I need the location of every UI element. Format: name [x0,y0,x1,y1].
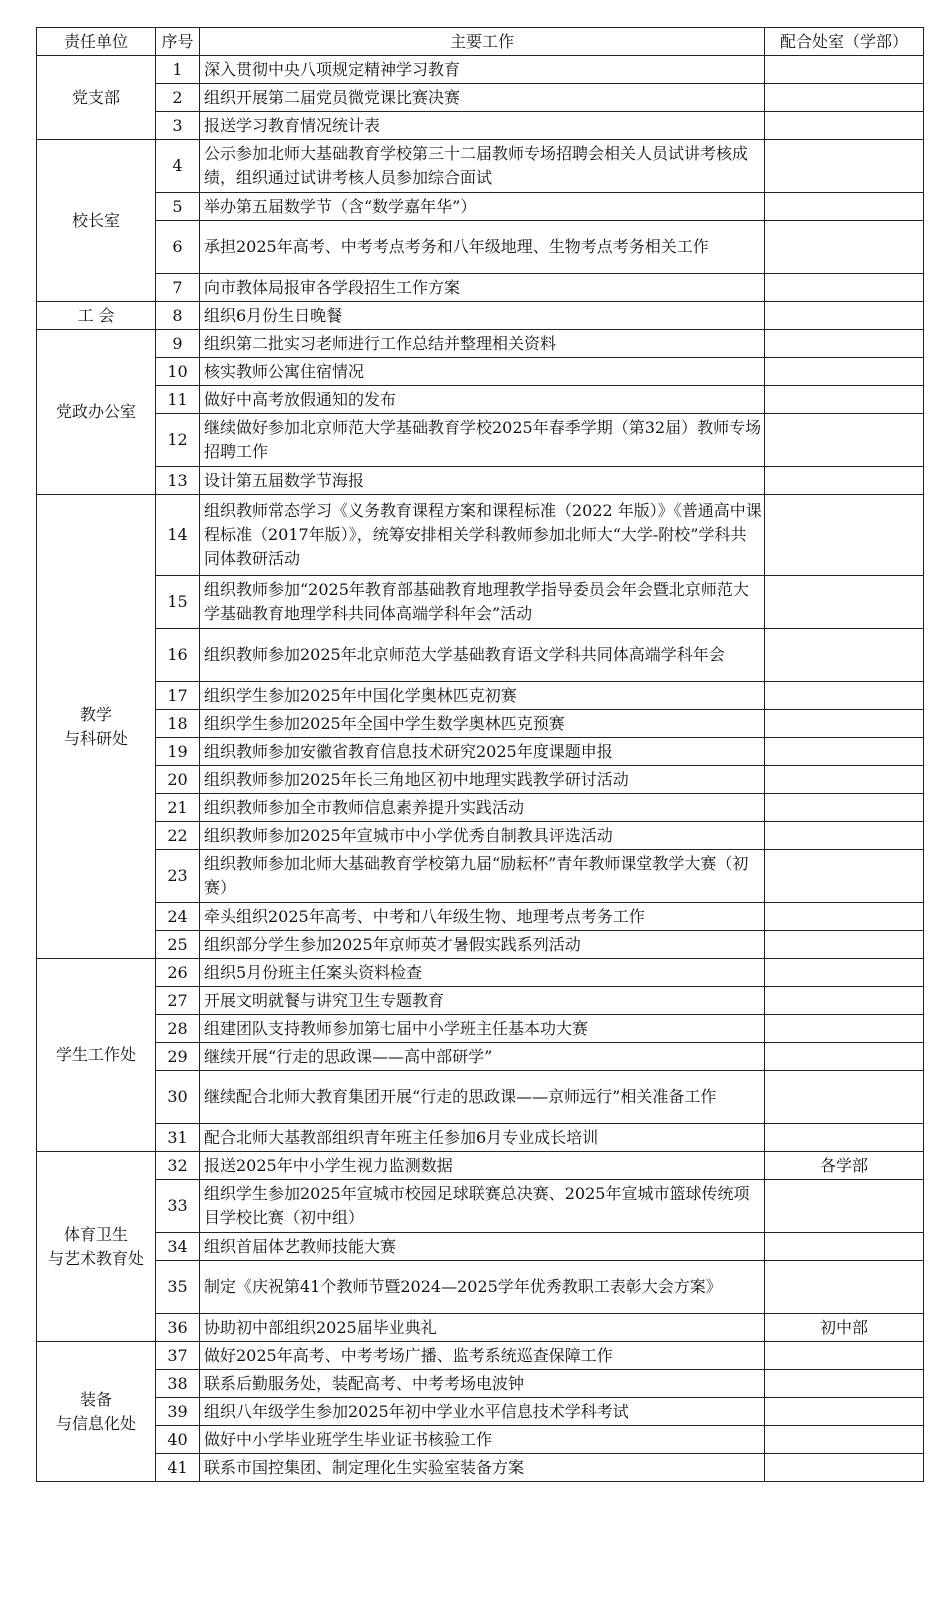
table-row [37,358,924,386]
responsible-unit-name: 学生工作处 [55,1045,136,1064]
main-work-cell: 公示参加北师大基础教育学校第三十二届教师专场招聘会相关人员试讲考核成绩，组织通过试讲考核人员参加综合面试 [200,140,765,193]
cooperating-office-cell [765,1261,924,1314]
cooperating-office-cell [765,1180,924,1233]
cooperating-office-cell [765,1426,924,1454]
cooperating-office-cell [765,414,924,467]
cooperating-office-cell [765,987,924,1015]
main-work-cell: 联系后勤服务处，装配高考、中考考场电波钟 [200,1370,765,1398]
main-work-cell: 联系市国控集团、制定理化生实验室装备方案 [200,1454,765,1482]
cooperating-office-cell [765,1043,924,1071]
table-row [37,1071,924,1124]
table-row [37,1261,924,1314]
table-row [37,629,924,682]
sequence-number-cell: 24 [156,903,200,931]
main-work-cell: 开展文明就餐与讲究卫生专题教育 [200,987,765,1015]
cooperating-office-cell [765,738,924,766]
table-row [37,931,924,959]
responsible-unit-name: 与艺术教育处 [47,1248,144,1268]
main-work-cell: 继续配合北师大教育集团开展“行走的思政课——京师远行”相关准备工作 [200,1071,765,1124]
responsible-unit-cell [37,1152,156,1342]
sequence-number-cell: 29 [156,1043,200,1071]
table-row [37,766,924,794]
cooperating-office-cell [765,358,924,386]
main-work-cell: 报送学习教育情况统计表 [200,112,765,140]
sequence-number-cell: 7 [156,274,200,302]
main-work-cell: 组织教师参加2025年宣城市中小学优秀自制教具评选活动 [200,822,765,850]
main-work-cell: 做好中小学毕业班学生毕业证书核验工作 [200,1426,765,1454]
cooperating-office-cell [765,221,924,274]
sequence-number-cell: 41 [156,1454,200,1482]
cooperating-office-cell [765,629,924,682]
sequence-number-cell: 32 [156,1152,200,1180]
table-row [37,1342,924,1370]
main-work-cell: 牵头组织2025年高考、中考和八年级生物、地理考点考务工作 [200,903,765,931]
cooperating-office-cell [765,302,924,330]
main-work-cell: 组织教师常态学习《义务教育课程方案和课程标准（2022 年版）》《普通高中课程标准（2017年版）》，统筹安排相关学科教师参加北师大“大学-附校”学科共同体教研活动 [200,495,765,576]
cooperating-office-cell [765,386,924,414]
cooperating-office-cell [765,1454,924,1482]
responsible-unit-name: 党支部 [71,87,120,107]
table-row [37,112,924,140]
sequence-number-cell: 16 [156,629,200,682]
sequence-number-cell: 26 [156,959,200,987]
cooperating-office-cell [765,56,924,84]
cooperating-office-cell [765,1233,924,1261]
cooperating-office-cell [765,710,924,738]
main-work-cell: 设计第五届数学节海报 [200,467,765,495]
cooperating-office-cell [765,274,924,302]
main-work-cell: 组建团队支持教师参加第七届中小学班主任基本功大赛 [200,1015,765,1043]
table-row [37,330,924,358]
sequence-number-cell: 11 [156,386,200,414]
responsible-unit-name: 与信息化处 [55,1413,136,1433]
table-row [37,576,924,629]
sequence-number-cell: 15 [156,576,200,629]
cooperating-office-cell: 初中部 [765,1314,924,1342]
sequence-number-cell: 20 [156,766,200,794]
cooperating-office-cell [765,576,924,629]
sequence-number-cell: 6 [156,221,200,274]
main-work-cell: 组织首届体艺教师技能大赛 [200,1233,765,1261]
main-work-cell: 组织部分学生参加2025年京师英才暑假实践系列活动 [200,931,765,959]
cooperating-office-cell [765,1398,924,1426]
table-row [37,1314,924,1342]
cooperating-office-cell [765,794,924,822]
main-work-cell: 组织教师参加2025年长三角地区初中地理实践教学研讨活动 [200,766,765,794]
table-row [37,850,924,903]
sequence-number-cell: 14 [156,495,200,576]
sequence-number-cell: 33 [156,1180,200,1233]
main-work-cell: 组织教师参加安徽省教育信息技术研究2025年度课题申报 [200,738,765,766]
table-row [37,794,924,822]
main-work-cell: 核实教师公寓住宿情况 [200,358,765,386]
cooperating-office-cell [765,850,924,903]
table-row [37,738,924,766]
sequence-number-cell: 25 [156,931,200,959]
sequence-number-cell: 27 [156,987,200,1015]
table-row [37,84,924,112]
main-work-cell: 报送2025年中小学生视力监测数据 [200,1152,765,1180]
main-work-cell: 组织八年级学生参加2025年初中学业水平信息技术学科考试 [200,1398,765,1426]
cooperating-office-cell: 各学部 [765,1152,924,1180]
work-plan-table [36,27,924,1482]
main-work-cell: 继续开展“行走的思政课——高中部研学” [200,1043,765,1071]
sequence-number-cell: 10 [156,358,200,386]
table-row [37,467,924,495]
main-work-cell: 组织6月份生日晚餐 [200,302,765,330]
responsible-unit-cell [37,140,156,302]
responsible-unit-name: 党政办公室 [55,402,136,421]
cooperating-office-cell [765,1370,924,1398]
responsible-unit-name: 教学 [79,704,112,724]
sequence-number-cell: 1 [156,56,200,84]
cooperating-office-cell [765,766,924,794]
responsible-unit-cell [37,302,156,330]
main-work-cell: 组织教师参加“2025年教育部基础教育地理教学指导委员会年会暨北京师范大学基础教育地理学科共同体高端学科年会”活动 [200,576,765,629]
table-row [37,822,924,850]
cooperating-office-cell [765,84,924,112]
table-row [37,903,924,931]
table-row [37,1370,924,1398]
table-row [37,1180,924,1233]
table-row [37,495,924,576]
table-row [37,1015,924,1043]
header-row [37,28,924,56]
cooperating-office-cell [765,822,924,850]
table-row [37,140,924,193]
sequence-number-cell: 4 [156,140,200,193]
sequence-number-cell: 37 [156,1342,200,1370]
table-row [37,1152,924,1180]
header-task: 主要工作 [200,28,765,56]
main-work-cell: 向市教体局报审各学段招生工作方案 [200,274,765,302]
main-work-cell: 继续做好参加北京师范大学基础教育学校2025年春季学期（第32届）教师专场招聘工作 [200,414,765,467]
main-work-cell: 制定《庆祝第41个教师节暨2024—2025学年优秀教职工表彰大会方案》 [200,1261,765,1314]
table-row [37,221,924,274]
header-coop: 配合处室（学部） [765,28,924,56]
sequence-number-cell: 30 [156,1071,200,1124]
table-row [37,682,924,710]
main-work-cell: 组织学生参加2025年全国中学生数学奥林匹克预赛 [200,710,765,738]
cooperating-office-cell [765,1015,924,1043]
sequence-number-cell: 17 [156,682,200,710]
sequence-number-cell: 22 [156,822,200,850]
cooperating-office-cell [765,330,924,358]
responsible-unit-cell [37,56,156,140]
main-work-cell: 组织教师参加全市教师信息素养提升实践活动 [200,794,765,822]
responsible-unit-name: 体育卫生 [63,1224,128,1244]
responsible-unit-name: 与科研处 [63,728,128,748]
main-work-cell: 协助初中部组织2025届毕业典礼 [200,1314,765,1342]
cooperating-office-cell [765,931,924,959]
main-work-cell: 做好中高考放假通知的发布 [200,386,765,414]
sequence-number-cell: 40 [156,1426,200,1454]
table-row [37,1124,924,1152]
header-seq: 序号 [156,28,200,56]
main-work-cell: 举办第五届数学节（含“数学嘉年华”） [200,193,765,221]
main-work-cell: 组织5月份班主任案头资料检查 [200,959,765,987]
responsible-unit-cell [37,330,156,495]
responsible-unit-name: 工 会 [77,305,115,325]
table-row [37,193,924,221]
table-row [37,1398,924,1426]
cooperating-office-cell [765,467,924,495]
responsible-unit-name: 校长室 [71,210,120,230]
table-row [37,1043,924,1071]
cooperating-office-cell [765,1342,924,1370]
sequence-number-cell: 28 [156,1015,200,1043]
sequence-number-cell: 12 [156,414,200,467]
table-row [37,987,924,1015]
cooperating-office-cell [765,959,924,987]
table-row [37,1233,924,1261]
sequence-number-cell: 35 [156,1261,200,1314]
sequence-number-cell: 39 [156,1398,200,1426]
main-work-cell: 组织学生参加2025年中国化学奥林匹克初赛 [200,682,765,710]
table-row [37,1426,924,1454]
responsible-unit-cell [37,1342,156,1482]
main-work-cell: 组织教师参加2025年北京师范大学基础教育语文学科共同体高端学科年会 [200,629,765,682]
table-row [37,959,924,987]
cooperating-office-cell [765,112,924,140]
sequence-number-cell: 38 [156,1370,200,1398]
responsible-unit-cell [37,495,156,959]
main-work-cell: 做好2025年高考、中考考场广播、监考系统巡查保障工作 [200,1342,765,1370]
cooperating-office-cell [765,193,924,221]
cooperating-office-cell [765,140,924,193]
responsible-unit-cell [37,959,156,1152]
sequence-number-cell: 34 [156,1233,200,1261]
sequence-number-cell: 36 [156,1314,200,1342]
sequence-number-cell: 19 [156,738,200,766]
main-work-cell: 组织教师参加北师大基础教育学校第九届“励耘杯”青年教师课堂教学大赛（初赛） [200,850,765,903]
table-body [37,56,924,1482]
cooperating-office-cell [765,1124,924,1152]
sequence-number-cell: 2 [156,84,200,112]
sequence-number-cell: 18 [156,710,200,738]
main-work-cell: 组织学生参加2025年宣城市校园足球联赛总决赛、2025年宣城市篮球传统项目学校比赛（初中组） [200,1180,765,1233]
cooperating-office-cell [765,682,924,710]
main-work-cell: 深入贯彻中央八项规定精神学习教育 [200,56,765,84]
sequence-number-cell: 23 [156,850,200,903]
table-row [37,274,924,302]
table-row [37,56,924,84]
sequence-number-cell: 3 [156,112,200,140]
table-row [37,302,924,330]
sequence-number-cell: 9 [156,330,200,358]
responsible-unit-name: 装备 [79,1389,112,1409]
cooperating-office-cell [765,903,924,931]
sequence-number-cell: 5 [156,193,200,221]
sequence-number-cell: 8 [156,302,200,330]
table-row [37,386,924,414]
table-row [37,1454,924,1482]
main-work-cell: 配合北师大基教部组织青年班主任参加6月专业成长培训 [200,1124,765,1152]
cooperating-office-cell [765,495,924,576]
main-work-cell: 组织第二批实习老师进行工作总结并整理相关资料 [200,330,765,358]
header-unit: 责任单位 [37,28,156,56]
main-work-cell: 组织开展第二届党员微党课比赛决赛 [200,84,765,112]
sequence-number-cell: 31 [156,1124,200,1152]
main-work-cell: 承担2025年高考、中考考点考务和八年级地理、生物考点考务相关工作 [200,221,765,274]
table-row [37,414,924,467]
sequence-number-cell: 13 [156,467,200,495]
cooperating-office-cell [765,1071,924,1124]
sequence-number-cell: 21 [156,794,200,822]
table-row [37,710,924,738]
